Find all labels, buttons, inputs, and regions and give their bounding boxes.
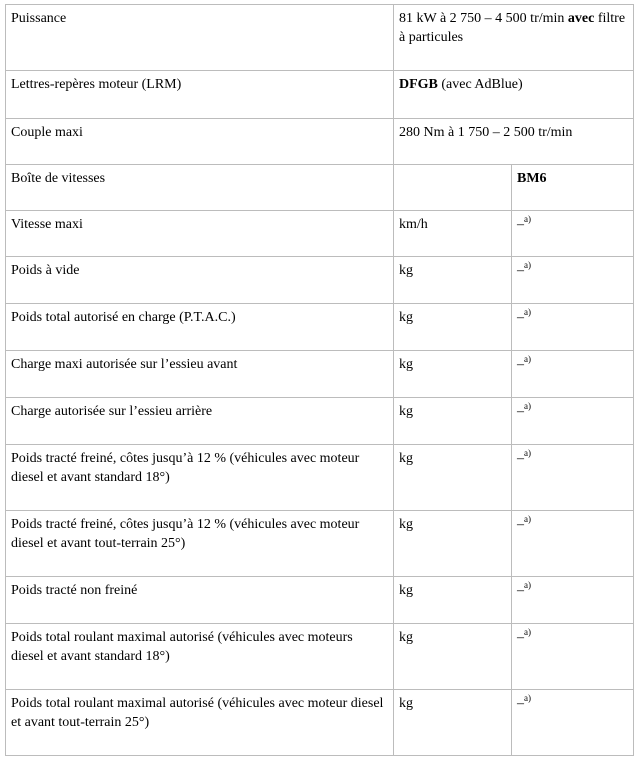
row-label: Boîte de vitesses [6, 165, 394, 211]
row-value [512, 690, 634, 756]
row-label: Poids à vide [6, 257, 394, 304]
row-label: Charge maxi autorisée sur l’essieu avant [6, 351, 394, 398]
table-row [6, 398, 634, 445]
footnote-ref: a) [524, 448, 531, 458]
table-row-gearbox [6, 165, 634, 211]
row-value-gearbox: BM6 [512, 165, 634, 211]
footnote-ref: a) [524, 627, 531, 637]
footnote-ref: a) [524, 514, 531, 524]
row-unit: kg [394, 257, 512, 304]
row-value [512, 211, 634, 257]
table-row [6, 690, 634, 756]
value-dash: – [517, 517, 524, 532]
value-dash: – [517, 310, 524, 325]
table-row [6, 511, 634, 577]
table-row [6, 577, 634, 624]
row-value-engine-code [394, 71, 634, 119]
footnote-ref: a) [524, 693, 531, 703]
row-label: Puissance [6, 5, 394, 71]
row-unit: km/h [394, 211, 512, 257]
footnote-ref: a) [524, 260, 531, 270]
table-row [6, 624, 634, 690]
row-value [512, 398, 634, 445]
row-value [512, 304, 634, 351]
row-value [512, 351, 634, 398]
footnote-ref: a) [524, 401, 531, 411]
row-unit [394, 165, 512, 211]
row-value [512, 511, 634, 577]
row-label: Charge autorisée sur l’essieu arrière [6, 398, 394, 445]
engine-code-suffix: (avec AdBlue) [437, 77, 523, 92]
row-label: Lettres-repères moteur (LRM) [6, 71, 394, 119]
row-label: Poids tracté freiné, côtes jusqu’à 12 % (véhicules avec moteur diesel et avant standard 18°) [6, 445, 394, 511]
row-value-torque: 280 Nm à 1 750 – 2 500 tr/min [394, 119, 634, 165]
value-dash: – [517, 696, 524, 711]
row-value [512, 257, 634, 304]
value-dash: – [517, 583, 524, 598]
row-unit: kg [394, 445, 512, 511]
row-unit: kg [394, 351, 512, 398]
table-row-power [6, 5, 634, 71]
row-label: Couple maxi [6, 119, 394, 165]
table-row [6, 351, 634, 398]
table-row [6, 211, 634, 257]
value-dash: – [517, 263, 524, 278]
row-label: Poids tracté freiné, côtes jusqu’à 12 % (véhicules avec moteur diesel et avant tout-terrain 25°) [6, 511, 394, 577]
power-value-bold: avec [567, 11, 595, 26]
table-row [6, 304, 634, 351]
value-dash: – [517, 404, 524, 419]
row-label: Vitesse maxi [6, 211, 394, 257]
engine-code-bold: DFGB [399, 77, 438, 92]
value-dash: – [517, 357, 524, 372]
power-value-suffix: filtre à particules [399, 11, 626, 45]
power-value-text: 81 kW à 2 750 – 4 500 tr/min [399, 11, 568, 26]
row-value [512, 624, 634, 690]
table-row-torque [6, 119, 634, 165]
row-label: Poids total roulant maximal autorisé (véhicules avec moteurs diesel et avant standard 18°) [6, 624, 394, 690]
row-unit: kg [394, 398, 512, 445]
row-value [512, 445, 634, 511]
row-unit: kg [394, 577, 512, 624]
footnote-ref: a) [524, 307, 531, 317]
value-dash: – [517, 451, 524, 466]
row-label: Poids total autorisé en charge (P.T.A.C.) [6, 304, 394, 351]
table-row [6, 445, 634, 511]
footnote-ref: a) [524, 214, 531, 224]
row-value-power [394, 5, 634, 71]
row-unit: kg [394, 690, 512, 756]
technical-data-table [5, 4, 634, 756]
row-unit: kg [394, 624, 512, 690]
table-row-engine-code [6, 71, 634, 119]
table-row [6, 257, 634, 304]
value-dash: – [517, 630, 524, 645]
row-unit: kg [394, 511, 512, 577]
row-label: Poids tracté non freiné [6, 577, 394, 624]
footnote-ref: a) [524, 580, 531, 590]
footnote-ref: a) [524, 354, 531, 364]
row-unit: kg [394, 304, 512, 351]
row-label: Poids total roulant maximal autorisé (véhicules avec moteur diesel et avant tout-terrain 25°) [6, 690, 394, 756]
row-value [512, 577, 634, 624]
value-dash: – [517, 217, 524, 232]
